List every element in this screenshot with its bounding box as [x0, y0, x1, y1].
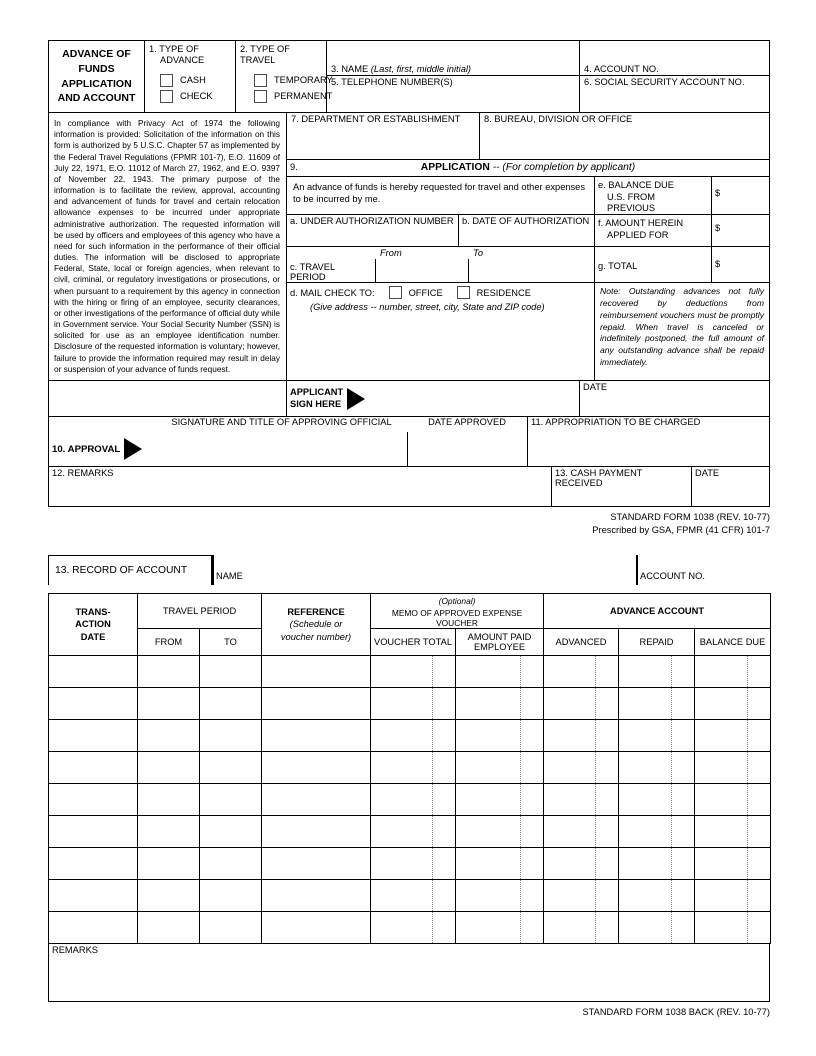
type-of-advance-label	[149, 44, 235, 66]
cell-reference[interactable]	[262, 880, 371, 912]
cell-balance-due[interactable]	[695, 816, 771, 848]
cell-voucher-total[interactable]	[371, 880, 456, 912]
col-transaction-date-l2: ACTION	[75, 619, 111, 630]
cell-voucher-total[interactable]	[371, 848, 456, 880]
applicant-sign-l2: SIGN HERE	[290, 398, 342, 409]
applicant-signature-band	[48, 380, 770, 416]
col-amount-paid-l2: EMPLOYEE	[473, 642, 526, 652]
cell-reference[interactable]	[262, 720, 371, 752]
cell-from[interactable]	[138, 848, 200, 880]
cell-from[interactable]	[138, 816, 200, 848]
cell-to[interactable]	[200, 656, 262, 688]
cell-advanced[interactable]	[544, 880, 619, 912]
cell-balance-due[interactable]	[695, 656, 771, 688]
table-row[interactable]	[49, 784, 771, 816]
type-of-travel-label: 2. TYPE OF TRAVEL	[240, 44, 290, 65]
field-type-of-advance	[145, 41, 236, 112]
cell-from[interactable]	[138, 912, 200, 944]
signature-title-header: SIGNATURE AND TITLE OF APPROVING OFFICIAL	[171, 417, 392, 427]
checkbox-office-label: OFFICE	[408, 287, 443, 298]
balance-due-dollar: $	[715, 188, 721, 198]
sign-here-arrow-icon	[347, 388, 365, 410]
field-cash-payment-date[interactable]	[691, 467, 769, 506]
cell-from[interactable]	[138, 656, 200, 688]
cell-to[interactable]	[200, 848, 262, 880]
name-hint: (Last, first, middle initial)	[370, 64, 472, 74]
approval-header-spacer	[49, 417, 156, 432]
application-left-column	[287, 177, 595, 380]
mail-address-hint: (Give address -- number, street, city, State and ZIP code)	[310, 302, 545, 312]
balance-due-l1: e. BALANCE DUE	[598, 180, 674, 190]
back-account-label[interactable]: ACCOUNT NO.	[640, 571, 705, 581]
department-label: 7. DEPARTMENT OR ESTABLISHMENT	[291, 114, 461, 124]
cell-advanced[interactable]	[544, 848, 619, 880]
mail-check-row	[287, 283, 594, 380]
cell-from[interactable]	[138, 688, 200, 720]
cell-repaid[interactable]	[619, 784, 695, 816]
signature-spacer	[49, 381, 287, 416]
cell-from[interactable]	[138, 784, 200, 816]
mail-check-line	[290, 286, 594, 299]
col-transaction-date-l1: TRANS-	[75, 606, 111, 617]
cell-advanced[interactable]	[544, 752, 619, 784]
cell-to[interactable]	[200, 912, 262, 944]
travel-divider-2	[468, 259, 469, 282]
field-total[interactable]	[595, 247, 769, 283]
cell-to[interactable]	[200, 816, 262, 848]
cell-voucher-total[interactable]	[371, 784, 456, 816]
application-heading-text	[287, 160, 769, 173]
col-reference-sub2: voucher number)	[280, 631, 352, 642]
field-remarks[interactable]	[49, 467, 551, 506]
travel-period-row[interactable]	[287, 247, 594, 283]
balance-due-label	[595, 177, 712, 214]
outstanding-advances-note: Note: Outstanding advances not fully recovered by deductions from reimbursement vouchers must be promptly repaid. When travel is canceled or indefinitely postponed, the full amount of any outstanding advance shall be repaid immediately.	[600, 286, 764, 368]
cell-advanced[interactable]	[544, 720, 619, 752]
cell-to[interactable]	[200, 752, 262, 784]
col-reference-sub1: (Schedule or	[289, 619, 343, 630]
checkbox-row-temporary[interactable]	[240, 74, 333, 87]
telephone-ssn-row	[327, 76, 769, 112]
table-row[interactable]	[49, 912, 771, 944]
field-name[interactable]	[327, 64, 579, 75]
back-remarks-field[interactable]	[48, 944, 770, 1002]
cell-advanced[interactable]	[544, 912, 619, 944]
checkbox-temporary-icon[interactable]	[254, 74, 267, 87]
field-authorization-date[interactable]	[459, 215, 594, 246]
cell-amount-paid[interactable]	[456, 784, 544, 816]
ssn-label: 6. SOCIAL SECURITY ACCOUNT NO.	[584, 77, 745, 87]
col-amount-paid-employee	[456, 629, 544, 656]
approval-label-cell	[49, 432, 156, 466]
cell-repaid[interactable]	[619, 816, 695, 848]
cell-transaction-date[interactable]	[49, 720, 138, 752]
field-balance-due[interactable]	[595, 177, 769, 215]
cell-repaid[interactable]	[619, 688, 695, 720]
table-row[interactable]	[49, 880, 771, 912]
privacy-act-notice	[49, 113, 287, 380]
cell-to[interactable]	[200, 688, 262, 720]
cell-to[interactable]	[200, 720, 262, 752]
col-from: FROM	[138, 629, 200, 656]
account-table	[48, 593, 771, 944]
application-right-column	[595, 177, 769, 380]
page-title: ADVANCE OF FUNDS APPLICATION AND ACCOUNT	[57, 47, 136, 105]
travel-from-label: From	[380, 248, 402, 258]
cell-repaid[interactable]	[619, 752, 695, 784]
approval-fields	[49, 432, 769, 467]
mail-check-label: d. MAIL CHECK TO:	[290, 287, 375, 298]
total-label: g. TOTAL	[595, 247, 712, 282]
authorization-number-label: a. UNDER AUTHORIZATION NUMBER	[290, 216, 454, 226]
cell-balance-due[interactable]	[695, 848, 771, 880]
cell-reference[interactable]	[262, 688, 371, 720]
cell-from[interactable]	[138, 752, 200, 784]
cell-amount-paid[interactable]	[456, 880, 544, 912]
approval-headers	[49, 417, 769, 432]
cell-transaction-date[interactable]	[49, 752, 138, 784]
cell-balance-due[interactable]	[695, 912, 771, 944]
cell-from[interactable]	[138, 880, 200, 912]
field-department[interactable]	[287, 113, 480, 159]
checkbox-temporary-label: TEMPORARY	[274, 75, 333, 86]
cash-payment-label: 13. CASH PAYMENT RECEIVED	[555, 468, 643, 488]
field-type-of-travel	[236, 41, 333, 112]
col-travel-period: TRAVEL PERIOD	[138, 594, 262, 629]
record-of-account-title-box	[48, 555, 212, 585]
cell-amount-paid[interactable]	[456, 656, 544, 688]
checkbox-row-check[interactable]	[149, 90, 235, 103]
telephone-label: 5. TELEPHONE NUMBER(S)	[331, 77, 453, 87]
front-footer-line1: STANDARD FORM 1038 (REV. 10-77)	[610, 512, 770, 522]
checkbox-office-icon[interactable]	[389, 286, 402, 299]
cell-transaction-date[interactable]	[49, 784, 138, 816]
cell-balance-due[interactable]	[695, 880, 771, 912]
cell-advanced[interactable]	[544, 656, 619, 688]
application-heading-bold: APPLICATION	[420, 162, 490, 173]
cell-to[interactable]	[200, 880, 262, 912]
cell-balance-due[interactable]	[695, 752, 771, 784]
col-reference	[262, 594, 371, 656]
cell-transaction-date[interactable]	[49, 912, 138, 944]
cell-amount-paid[interactable]	[456, 848, 544, 880]
cell-reference[interactable]	[262, 912, 371, 944]
name-account-row	[327, 41, 769, 76]
middle-band	[48, 112, 770, 380]
applicant-date-label: DATE	[583, 382, 608, 392]
back-footer: STANDARD FORM 1038 BACK (REV. 10-77)	[582, 1007, 770, 1017]
col-balance-due: BALANCE DUE	[695, 629, 771, 656]
checkbox-check-icon[interactable]	[160, 90, 173, 103]
cell-reference[interactable]	[262, 752, 371, 784]
checkbox-check-label: CHECK	[180, 91, 213, 102]
table-row[interactable]	[49, 688, 771, 720]
amount-applied-dollar: $	[715, 223, 721, 233]
request-statement: An advance of funds is hereby requested for travel and other expenses to be incurred by me.	[287, 177, 594, 215]
authorization-row	[287, 215, 594, 247]
cell-repaid[interactable]	[619, 848, 695, 880]
amount-applied-l1: f. AMOUNT HEREIN	[598, 218, 684, 228]
cell-repaid[interactable]	[619, 720, 695, 752]
cell-transaction-date[interactable]	[49, 848, 138, 880]
checkbox-cash-label: CASH	[180, 75, 206, 86]
front-footer-line2: Prescribed by GSA, FPMR (41 CFR) 101-7	[592, 525, 770, 536]
table-row[interactable]	[49, 720, 771, 752]
field-authorization-number[interactable]	[287, 215, 459, 246]
record-of-account-header	[48, 555, 770, 593]
total-dollar: $	[715, 259, 721, 269]
cell-reference[interactable]	[262, 816, 371, 848]
checkbox-row-permanent[interactable]	[240, 90, 333, 103]
cell-amount-paid[interactable]	[456, 816, 544, 848]
cell-transaction-date[interactable]	[49, 656, 138, 688]
cell-amount-paid[interactable]	[456, 912, 544, 944]
checkbox-permanent-label: PERMANENT	[274, 91, 333, 102]
type-of-advance-num: 1. TYPE OF	[149, 44, 199, 54]
checkbox-cash-icon[interactable]	[160, 74, 173, 87]
applicant-signature-area[interactable]	[287, 381, 579, 416]
cell-voucher-total[interactable]	[371, 752, 456, 784]
cell-amount-paid[interactable]	[456, 720, 544, 752]
col-advance-account	[544, 594, 771, 629]
col-amount-paid-l1: AMOUNT PAID	[467, 632, 532, 642]
travel-divider-1	[375, 259, 376, 282]
bureau-label: 8. BUREAU, DIVISION OR OFFICE	[484, 114, 633, 124]
field-telephone[interactable]	[327, 76, 579, 112]
checkbox-permanent-icon[interactable]	[254, 90, 267, 103]
cell-transaction-date[interactable]	[49, 816, 138, 848]
appropriation-header: 11. APPROPRIATION TO BE CHARGED	[527, 417, 769, 432]
balance-due-l3: PREVIOUS	[607, 203, 656, 214]
balance-due-l2: U.S. FROM	[607, 191, 656, 202]
cell-reference[interactable]	[262, 848, 371, 880]
checkbox-residence-label: RESIDENCE	[476, 287, 531, 298]
amount-applied-label	[595, 215, 712, 246]
cell-advanced[interactable]	[544, 784, 619, 816]
travel-period-label-l1: c. TRAVEL	[290, 262, 336, 272]
cell-to[interactable]	[200, 784, 262, 816]
applicant-sign-l1: APPLICANT	[290, 387, 344, 398]
col-repaid: REPAID	[619, 629, 695, 656]
col-memo-label: MEMO OF APPROVED EXPENSE VOUCHER	[391, 608, 523, 628]
col-memo	[371, 608, 544, 629]
table-row[interactable]	[49, 816, 771, 848]
table-header-row-1	[49, 594, 771, 609]
cell-voucher-total[interactable]	[371, 720, 456, 752]
cell-reference[interactable]	[262, 784, 371, 816]
travel-to-label: To	[473, 248, 483, 258]
table-row[interactable]	[49, 752, 771, 784]
authorization-date-label: b. DATE OF AUTHORIZATION	[462, 216, 590, 226]
cell-repaid[interactable]	[619, 656, 695, 688]
amount-applied-l2: APPLIED FOR	[607, 229, 669, 240]
date-approved-header: DATE APPROVED	[428, 417, 506, 427]
field-account-no[interactable]	[579, 41, 769, 75]
cell-repaid[interactable]	[619, 880, 695, 912]
application-heading-rest: -- (For completion by applicant)	[489, 162, 636, 173]
col-to: TO	[200, 629, 262, 656]
col-reference-label: REFERENCE	[287, 607, 345, 618]
checkbox-row-cash[interactable]	[149, 74, 235, 87]
header-right-fields	[327, 41, 769, 112]
table-header-row-3	[49, 629, 771, 656]
field-appropriation[interactable]	[527, 432, 769, 466]
cell-balance-due[interactable]	[695, 784, 771, 816]
field-date-approved[interactable]	[407, 432, 527, 466]
cell-voucher-total[interactable]	[371, 816, 456, 848]
table-row[interactable]	[49, 848, 771, 880]
col-transaction-date	[49, 594, 138, 656]
cell-voucher-total[interactable]	[371, 912, 456, 944]
approval-label: 10. APPROVAL	[52, 443, 121, 455]
field-amount-applied[interactable]	[595, 215, 769, 247]
field-bureau[interactable]	[480, 113, 769, 159]
col-transaction-date-l3: DATE	[80, 631, 106, 642]
record-of-account-title: 13. RECORD OF ACCOUNT	[55, 565, 188, 576]
cell-voucher-total[interactable]	[371, 656, 456, 688]
type-of-advance-sub: ADVANCE	[160, 54, 205, 65]
col-advanced: ADVANCED	[544, 629, 619, 656]
field-applicant-date[interactable]	[579, 381, 769, 416]
header-row	[48, 40, 770, 112]
application-heading	[287, 160, 769, 177]
col-optional-label: (Optional)	[438, 596, 476, 606]
privacy-act-text: In compliance with Privacy Act of 1974 the following information is provided: Solicitation of the information on this form is authorized by 5 U.S.C. Chapter 57 as implemented by the Federal Travel Regulations (FPMR 101-7), E.O. 11609 of July 22, 1971, E.O. 11012 of March 27, 1962, and E.O. 9397 of November 22, 1943. The primary purpose of the information is to facilitate the review, approval, accounting and advancement of funds for travel and certain relocation allowance expenses to be incurred under appropriate administrative authorization. The requested information will be used by officers and employees of this agency who have a need for such information in the performance of their official duties. The information will be disclosed to appropriate Federal, State, local or foreign agencies, when relevant to civil, criminal, or regulatory investigations or prosecutions, or when pursuant to a requirement by this agency in connection with the hiring or firing of an employee, security clearances, or other investigations of the performance of official duty while in Government service. Your Social Security Number (SSN) is solicited for use as an employee identification number. Disclosure of the requested information is voluntary; however, failure to provide the information required may result in delay or suspension of your advance of funds request.	[54, 119, 280, 374]
field-ssn[interactable]	[579, 76, 769, 112]
cell-transaction-date[interactable]	[49, 688, 138, 720]
cell-reference[interactable]	[262, 656, 371, 688]
cell-balance-due[interactable]	[695, 688, 771, 720]
cell-from[interactable]	[138, 720, 200, 752]
cell-advanced[interactable]	[544, 816, 619, 848]
application-number: 9.	[290, 162, 298, 172]
applicant-sign-here-label	[290, 387, 343, 409]
col-advance-account-label: ADVANCE ACCOUNT	[610, 606, 705, 616]
travel-period-label	[290, 262, 335, 283]
cell-balance-due[interactable]	[695, 720, 771, 752]
back-name-label[interactable]: NAME	[216, 571, 243, 581]
front-footer	[48, 511, 770, 537]
col-voucher-total: VOUCHER TOTAL	[371, 629, 456, 656]
application-body	[287, 177, 769, 380]
cell-advanced[interactable]	[544, 688, 619, 720]
cell-amount-paid[interactable]	[456, 688, 544, 720]
application-side	[287, 113, 769, 380]
sf1038-back	[48, 555, 770, 1017]
cell-amount-paid[interactable]	[456, 752, 544, 784]
account-no-label: 4. ACCOUNT NO.	[584, 64, 659, 74]
approval-arrow-icon	[124, 438, 142, 460]
field-cash-payment-received[interactable]	[551, 467, 691, 506]
form-title-cell	[49, 41, 145, 112]
cash-payment-date-label: DATE	[695, 468, 720, 478]
checkbox-residence-icon[interactable]	[457, 286, 470, 299]
cell-repaid[interactable]	[619, 912, 695, 944]
approval-band	[48, 416, 770, 507]
table-row[interactable]	[49, 656, 771, 688]
remarks-cash-band	[49, 467, 769, 507]
department-bureau-row	[287, 113, 769, 160]
remarks-label: 12. REMARKS	[52, 468, 114, 478]
col-optional	[371, 594, 544, 609]
cell-transaction-date[interactable]	[49, 880, 138, 912]
account-table-body	[49, 656, 771, 944]
field-approving-signature[interactable]	[156, 432, 407, 466]
cell-voucher-total[interactable]	[371, 688, 456, 720]
back-remarks-label: REMARKS	[52, 945, 98, 955]
name-label: 3. NAME	[331, 64, 369, 74]
travel-period-label-l2: PERIOD	[290, 272, 326, 283]
sf1038-front	[48, 40, 770, 537]
